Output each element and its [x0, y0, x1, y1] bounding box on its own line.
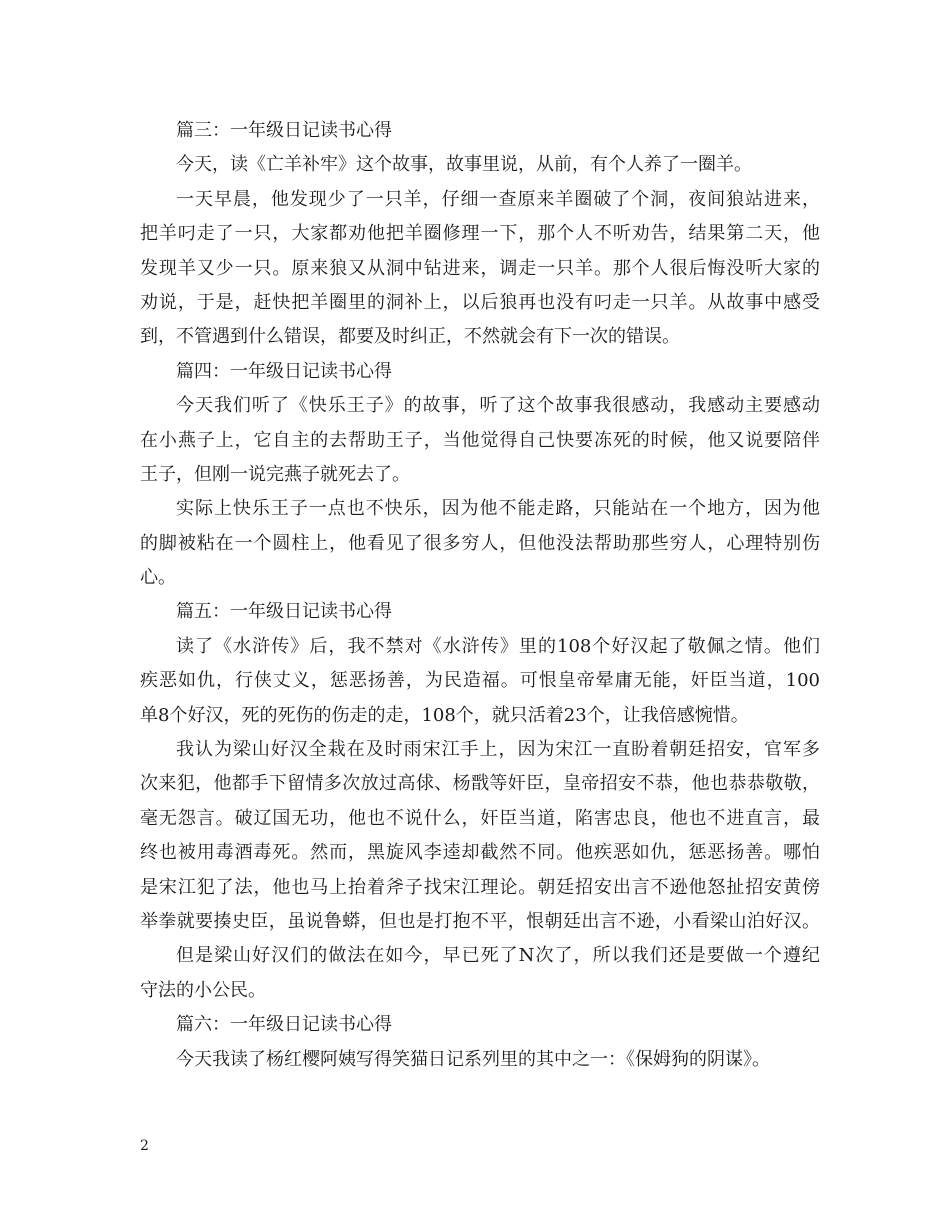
paragraph-line: 在小燕子上，它自主的去帮助王子，当他觉得自己快要冻死的时候，他又说要陪伴: [140, 429, 820, 451]
paragraph-line: 发现羊又少一只。原来狼又从洞中钻进来，调走一只羊。那个人很后悔没听大家的: [140, 257, 820, 279]
paragraph-line: 今天我读了杨红樱阿姨写得笑猫日记系列里的其中之一：《保姆狗的阴谋》。: [176, 1048, 770, 1070]
paragraph-line: 的脚被粘在一个圆柱上，他看见了很多穷人，但他没法帮助那些穷人，心理特别伤: [140, 532, 820, 554]
section-heading: 篇四：一年级日记读书心得: [176, 360, 392, 382]
paragraph-line: 一天早晨，他发现少了一只羊，仔细一查原来羊圈破了个洞，夜间狼站进来，: [176, 188, 820, 210]
document-body: [140, 114, 820, 1077]
paragraph-line: 王子，但刚一说完燕子就死去了。: [140, 463, 410, 485]
paragraph-line: 疾恶如仇，行侠丈义，惩恶扬善，为民造福。可恨皇帝晕庸无能，奸臣当道，100: [140, 670, 820, 692]
paragraph-line: 今天，读《亡羊补牢》这个故事，故事里说，从前，有个人养了一圈羊。: [176, 154, 752, 176]
section-heading: 篇六：一年级日记读书心得: [176, 1014, 392, 1036]
paragraph-line: 心。: [140, 567, 176, 589]
paragraph-line: 实际上快乐王子一点也不快乐，因为他不能走路，只能站在一个地方，因为他: [176, 498, 820, 520]
paragraph-line: 单8个好汉，死的死伤的伤走的走，108个，就只活着23个，让我倍感惋惜。: [140, 704, 749, 726]
section-heading: 篇三：一年级日记读书心得: [176, 120, 392, 141]
paragraph-line: 是宋江犯了法，他也马上抬着斧子找宋江理论。朝廷招安出言不逊他怒扯招安黄傍: [140, 876, 820, 898]
paragraph-line: 守法的小公民。: [140, 979, 266, 1001]
page-number: 2: [140, 1138, 149, 1154]
paragraph-line: 今天我们听了《快乐王子》的故事，听了这个故事我很感动，我感动主要感动: [176, 395, 820, 417]
paragraph-line: 举拳就要揍史臣，虽说鲁蟒，但也是打抱不平，恨朝廷出言不逊，小看梁山泊好汉。: [140, 910, 820, 932]
paragraph-line: 但是梁山好汉们的做法在如今，早已死了N次了，所以我们还是要做一个遵纪: [176, 945, 820, 967]
paragraph-line: 读了《水浒传》后，我不禁对《水浒传》里的108个好汉起了敬佩之情。他们: [176, 635, 820, 657]
section-heading: 篇五：一年级日记读书心得: [176, 601, 392, 623]
paragraph-line: 到，不管遇到什么错误，都要及时纠正，不然就会有下一次的错误。: [140, 326, 680, 348]
paragraph-line: 劝说，于是，赶快把羊圈里的洞补上，以后狼再也没有叼走一只羊。从故事中感受: [140, 291, 820, 313]
paragraph-line: 终也被用毒酒毒死。然而，黑旋风李逵却截然不同。他疾恶如仇，惩恶扬善。哪怕: [140, 842, 820, 864]
paragraph-line: 毫无怨言。破辽国无功，他也不说什么，奸臣当道，陷害忠良，他也不进直言，最: [140, 807, 820, 829]
paragraph-line: 次来犯，他都手下留情多次放过高俅、杨戬等奸臣，皇帝招安不恭，他也恭恭敬敬，: [140, 773, 820, 795]
paragraph-line: 把羊叼走了一只，大家都劝他把羊圈修理一下，那个人不听劝告，结果第二天，他: [140, 223, 820, 245]
paragraph-line: 我认为梁山好汉全栽在及时雨宋江手上，因为宋江一直盼着朝廷招安，官军多: [176, 739, 820, 761]
